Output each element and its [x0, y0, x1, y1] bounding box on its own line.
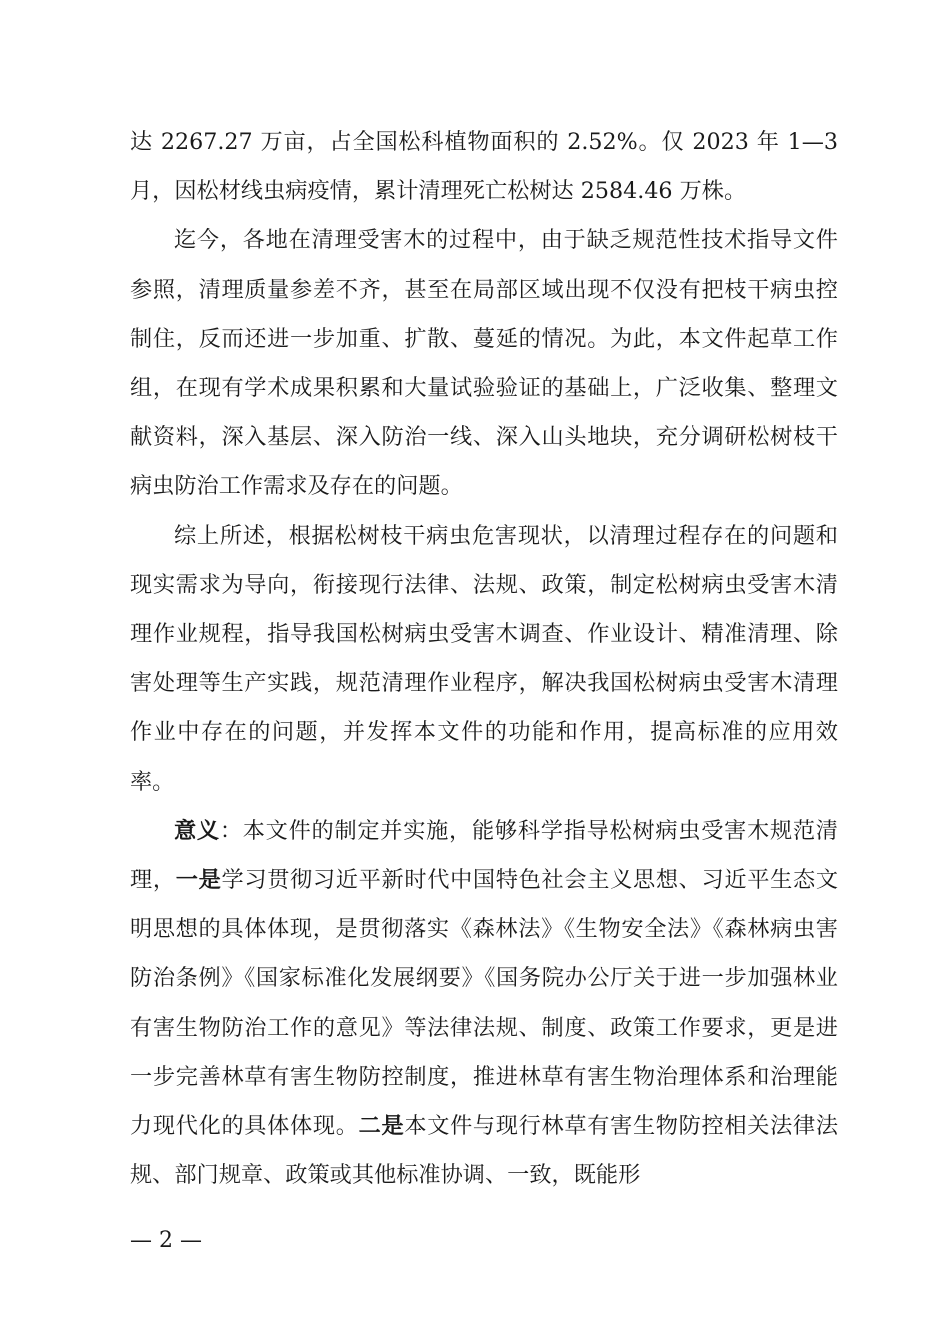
significance-label: 意义 [174, 817, 220, 844]
paragraph-4-text-b: 学习贯彻习近平新时代中国特色社会主义思想、习近平生态文明思想的具体体现，是贯彻落实《森林法》《生物安全法》《森林病虫害防治条例》《国家标准化发展纲要》《国务院办公厅关于进一步加强林业有害生物防治工作的意见》等法律法规、制度、政策工作要求，更是进一步完善林草有害生物防控制度，推进林草有害生物治理体系和治理能力现代化的具体体现。 [130, 867, 839, 1140]
paragraph-1-text: 达 2267.27 万亩，占全国松科植物面积的 2.52%。仅 2023 年 1—3 月，因松材线虫病疫情，累计清理死亡松树达 2584.46 万株。 [130, 129, 838, 205]
paragraph-4-text-a: ：本文件的制定并实施，能够科学指导松树病虫受害木规范清理， [130, 817, 838, 894]
page-number: — 2 — [130, 1228, 202, 1253]
document-body [130, 118, 838, 1200]
point-one-label: 一是 [175, 867, 222, 894]
paragraph-3-text: 综上所述，根据松树枝干病虫危害现状，以清理过程存在的问题和现实需求为导向，衔接现行法律、法规、政策，制定松树病虫受害木清理作业规程，指导我国松树病虫受害木调查、作业设计、精准清理、除害处理等生产实践，规范清理作业程序，解决我国松树病虫受害木清理作业中存在的问题，并发挥本文件的功能和作用，提高标准的应用效率。 [130, 522, 838, 795]
paragraph-1 [130, 118, 838, 216]
paragraph-4 [130, 807, 838, 1201]
paragraph-4-text-c: 本文件与现行林草有害生物防控相关法律法规、部门规章、政策或其他标准协调、一致，既能形 [130, 1113, 839, 1189]
paragraph-3 [130, 512, 838, 807]
paragraph-2-text: 迄今，各地在清理受害木的过程中，由于缺乏规范性技术指导文件参照，清理质量参差不齐，甚至在局部区域出现不仅没有把枝干病虫控制住，反而还进一步加重、扩散、蔓延的情况。为此，本文件起草工作组，在现有学术成果积累和大量试验验证的基础上，广泛收集、整理文献资料，深入基层、深入防治一线、深入山头地块，充分调研松树枝干病虫防治工作需求及存在的问题。 [130, 227, 838, 500]
point-two-label: 二是 [358, 1113, 405, 1140]
paragraph-2 [130, 216, 838, 511]
